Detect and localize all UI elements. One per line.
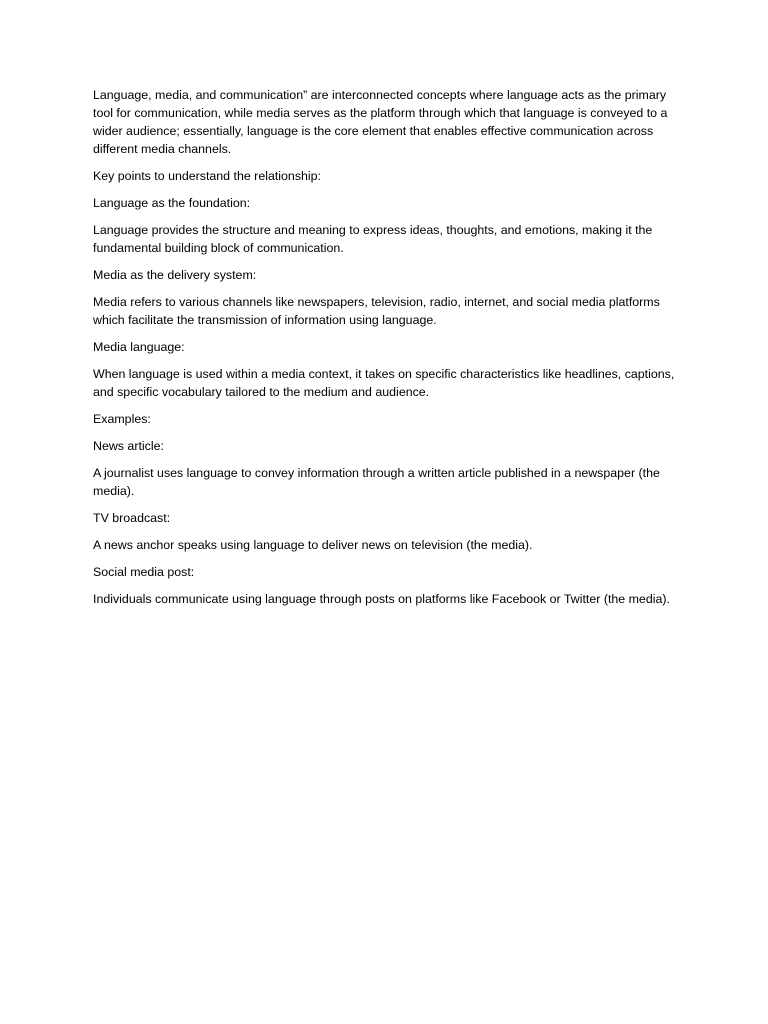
example-body-news-article: A journalist uses language to convey information through a written article published in a newspaper (the media). (93, 466, 660, 498)
example-body-tv-broadcast: A news anchor speaks using language to deliver news on television (the media). (93, 538, 533, 552)
example-heading-news-article: News article: (93, 439, 164, 453)
section-heading-language-foundation: Language as the foundation: (93, 196, 251, 210)
intro-paragraph: Language, media, and communication” are interconnected concepts where language acts as the primary tool for communication, while media serves as the platform through which that language is conveyed to a wider audience; essentially, language is the core element that enables effective communication across different media channels. (93, 88, 668, 156)
section-body-language-foundation: Language provides the structure and meaning to express ideas, thoughts, and emotions, making it the fundamental building block of communication. (93, 223, 653, 255)
example-body-social-media-post: Individuals communicate using language through posts on platforms like Facebook or Twitter (the media). (93, 592, 670, 606)
section-heading-media-delivery: Media as the delivery system: (93, 268, 257, 282)
examples-heading: Examples: (93, 412, 151, 426)
key-points-heading: Key points to understand the relationship: (93, 169, 321, 183)
section-heading-media-language: Media language: (93, 340, 185, 354)
section-body-media-delivery: Media refers to various channels like newspapers, television, radio, internet, and social media platforms which facilitate the transmission of information using language. (93, 295, 660, 327)
example-heading-social-media-post: Social media post: (93, 565, 195, 579)
example-heading-tv-broadcast: TV broadcast: (93, 511, 171, 525)
document-body (93, 86, 683, 617)
section-body-media-language: When language is used within a media context, it takes on specific characteristics like headlines, captions, and specific vocabulary tailored to the medium and audience. (93, 367, 675, 399)
